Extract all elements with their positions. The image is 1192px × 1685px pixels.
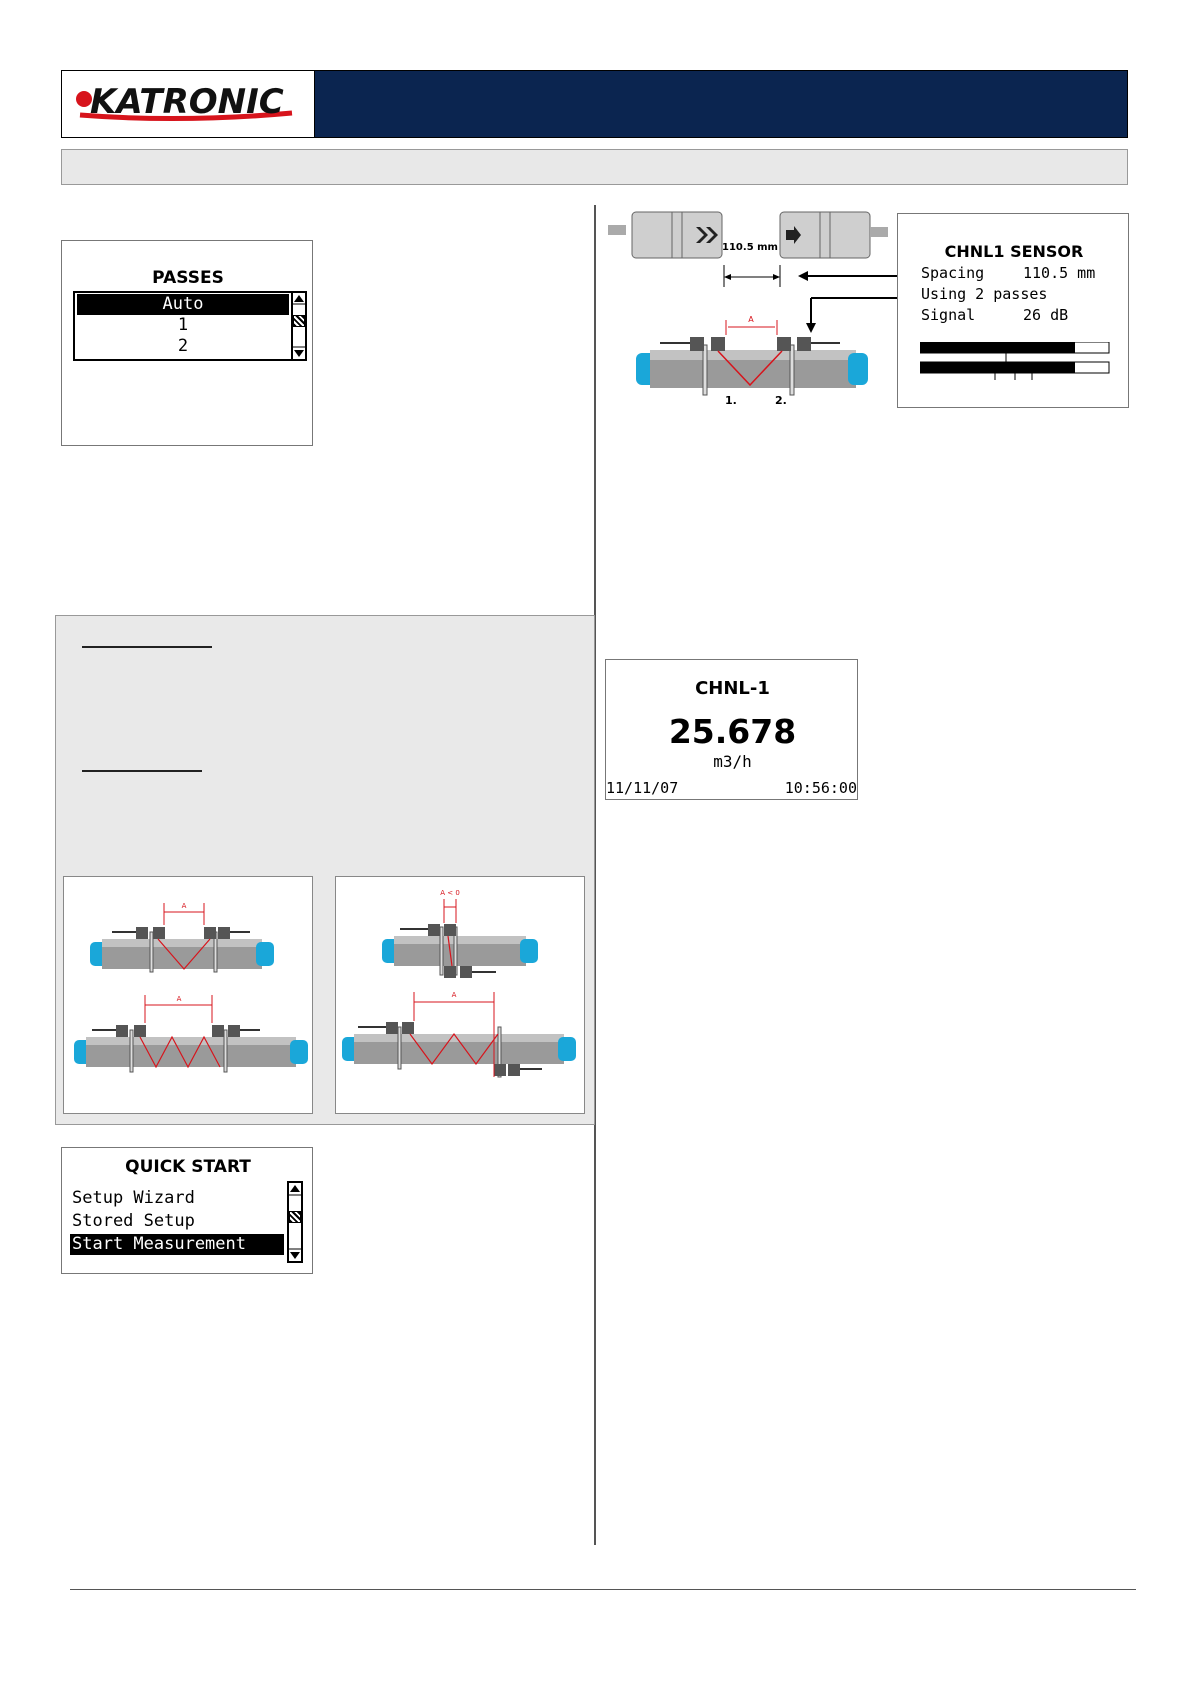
heading-underline bbox=[82, 770, 202, 772]
flow-unit: m3/h bbox=[713, 752, 752, 771]
sub-header-bar bbox=[61, 149, 1128, 185]
distance-marker: A bbox=[748, 315, 754, 324]
fig-left-label-top: A bbox=[181, 902, 187, 910]
position-label-2: 2. bbox=[775, 394, 787, 407]
passes-option-2[interactable]: 2 bbox=[177, 336, 189, 356]
scroll-down-icon bbox=[290, 1252, 300, 1259]
passes-screen bbox=[61, 240, 313, 446]
scroll-thumb[interactable] bbox=[293, 315, 305, 327]
passes-list bbox=[73, 291, 307, 361]
quick-start-title: QUICK START bbox=[125, 1157, 251, 1177]
katronic-logo bbox=[62, 71, 314, 137]
passes-title: PASSES bbox=[152, 268, 224, 288]
quick-start-scrollbar[interactable] bbox=[287, 1181, 303, 1263]
signal-bars bbox=[920, 342, 1110, 382]
scroll-down-icon bbox=[294, 350, 304, 357]
date-readout: 11/11/07 bbox=[606, 779, 679, 797]
figure-negative-spacing bbox=[335, 876, 585, 1114]
passes-option-1[interactable]: 1 bbox=[177, 315, 189, 335]
measurement-screen bbox=[605, 659, 858, 800]
logo-box bbox=[62, 71, 315, 137]
fig-right-label-bottom: A bbox=[451, 991, 457, 999]
spacing-row-value: 110.5 mm bbox=[1023, 264, 1096, 282]
scroll-up-icon bbox=[294, 295, 304, 302]
passes-scrollbar[interactable] bbox=[291, 293, 305, 359]
heading-underline bbox=[82, 646, 212, 648]
fig-right-label-top: A < 0 bbox=[440, 889, 460, 897]
quick-start-screen bbox=[61, 1147, 313, 1274]
spacing-label: 110.5 mm bbox=[722, 242, 778, 253]
note-box bbox=[55, 615, 595, 1125]
footer-rule bbox=[70, 1589, 1136, 1590]
time-readout: 10:56:00 bbox=[784, 779, 857, 797]
scroll-thumb[interactable] bbox=[289, 1211, 301, 1223]
passes-option-auto[interactable]: Auto bbox=[77, 294, 289, 315]
sensor-spacing-diagram bbox=[600, 205, 900, 415]
menu-item-stored-setup[interactable]: Stored Setup bbox=[72, 1211, 195, 1231]
flow-value: 25.678 bbox=[668, 712, 797, 751]
signal-row-label: Signal bbox=[921, 306, 976, 324]
sensor-screen bbox=[897, 213, 1129, 408]
channel-title: CHNL-1 bbox=[695, 678, 770, 699]
figure-positive-spacing bbox=[63, 876, 313, 1114]
passes-row-label: Using 2 passes bbox=[921, 285, 1048, 303]
menu-item-setup-wizard[interactable]: Setup Wizard bbox=[72, 1188, 195, 1208]
scroll-up-icon bbox=[290, 1185, 300, 1192]
spacing-row-label: Spacing bbox=[921, 264, 985, 282]
sensor-title: CHNL1 SENSOR bbox=[944, 242, 1084, 261]
position-label-1: 1. bbox=[725, 394, 737, 407]
fig-left-label-bottom: A bbox=[176, 995, 182, 1003]
menu-item-start-measurement[interactable]: Start Measurement bbox=[70, 1234, 284, 1255]
logo-text: KATRONIC bbox=[90, 82, 284, 122]
signal-row-value: 26 dB bbox=[1023, 306, 1069, 324]
